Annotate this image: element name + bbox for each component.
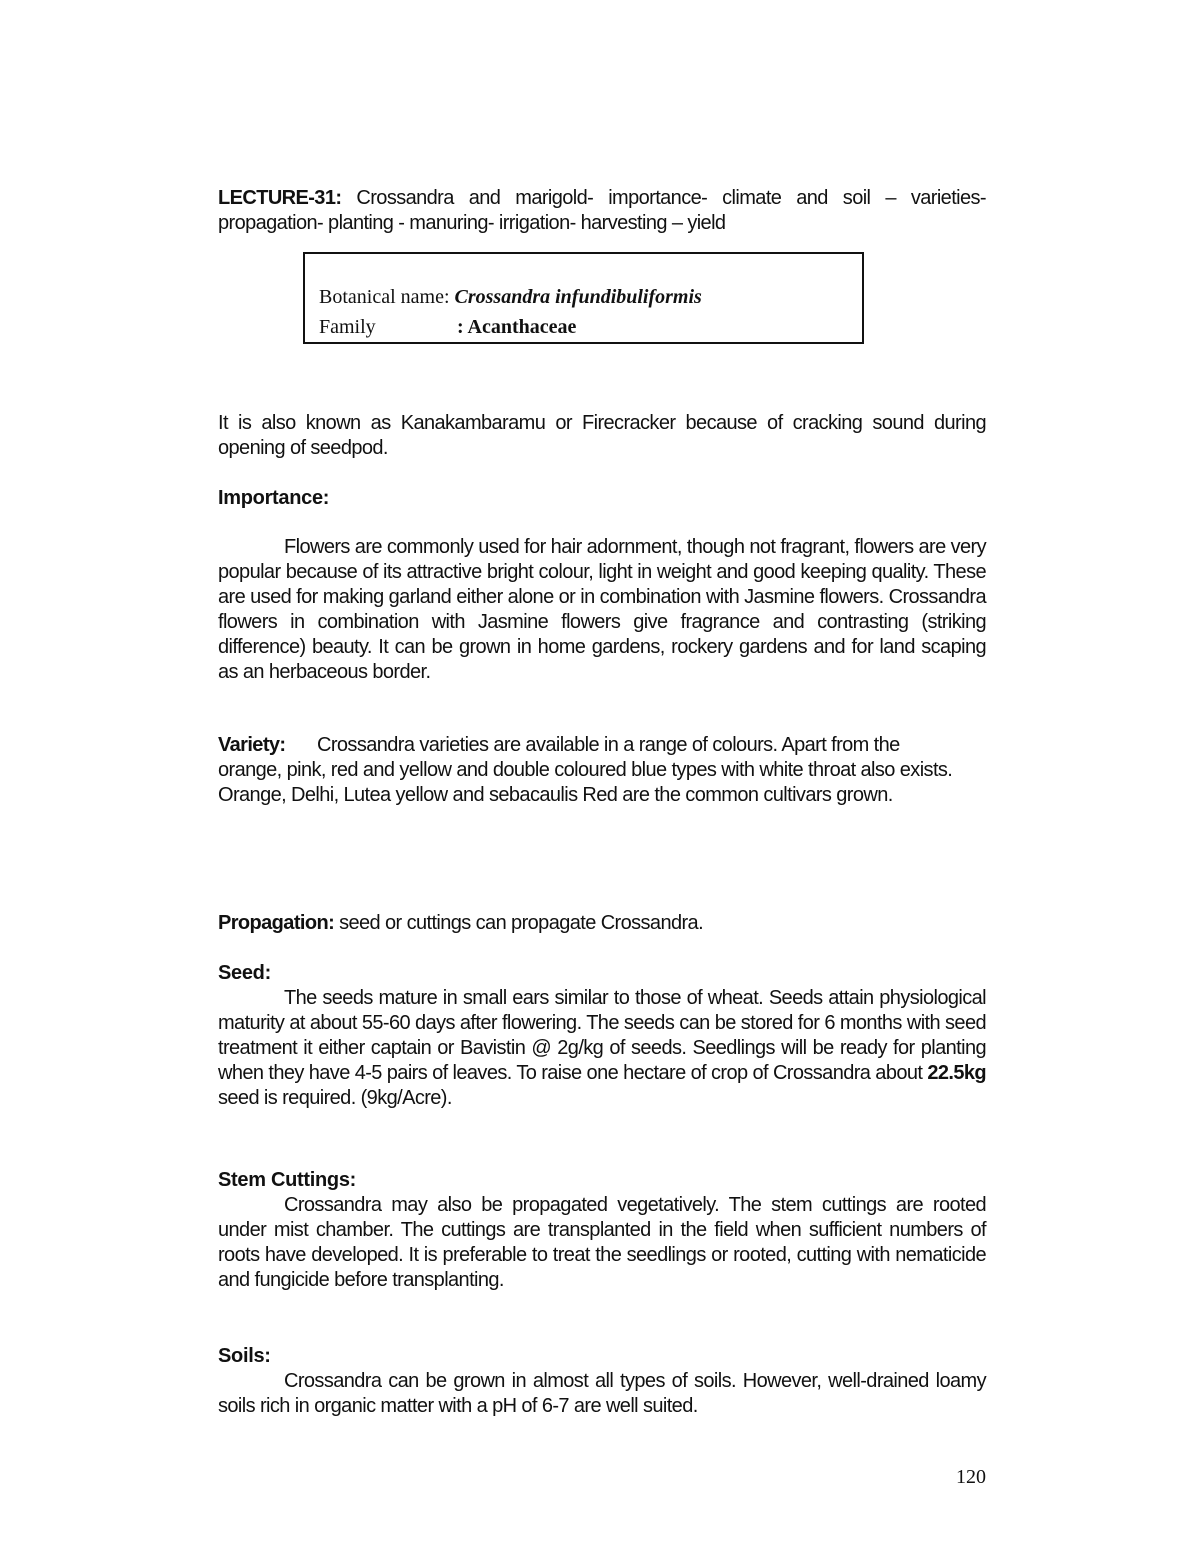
variety-line-2: orange, pink, red and yellow and double coloured blue types with white throat also exists. (218, 759, 953, 781)
botanical-name-label: Botanical name: (319, 286, 450, 308)
lecture-heading (218, 186, 986, 236)
importance-heading: Importance: (218, 487, 330, 509)
soils-heading: Soils: (218, 1345, 271, 1367)
botanical-name-row (319, 286, 702, 309)
seed-text-after: seed is required. (9kg/Acre). (218, 1087, 452, 1109)
soils-paragraph: Crossandra can be grown in almost all types of soils. However, well-drained loamy soils rich in organic matter with a pH of 6-7 are well suited. (218, 1370, 986, 1417)
variety-line-1 (218, 733, 986, 758)
lecture-label: LECTURE-31: (218, 187, 342, 209)
intro-paragraph: It is also known as Kanakambaramu or Firecracker because of cracking sound during opening of seedpod. (218, 412, 986, 459)
propagation-text: seed or cuttings can propagate Crossandra. (339, 912, 704, 934)
seed-text-before: The seeds mature in small ears similar to those of wheat. Seeds attain physiological maturity at about 55-60 days after flowering. The seeds can be stored for 6 months with seed treatment it either captain or Bavistin @ 2g/kg of seeds. Seedlings will be ready for planting when they have 4-5 pairs of leaves. To raise one hectare of crop of Crossandra about (218, 987, 986, 1084)
stem-cuttings-heading: Stem Cuttings: (218, 1169, 357, 1191)
family-row (319, 316, 576, 339)
seed-paragraph (218, 986, 986, 1111)
propagation-label: Propagation: (218, 912, 335, 934)
lecture-title: Crossandra and marigold- importance- climate and soil – varieties- propagation- planting - manuring- irrigation- harvesting – yield (218, 187, 986, 234)
family-label: Family (319, 316, 376, 338)
importance-paragraph: Flowers are commonly used for hair adornment, though not fragrant, flowers are very popular because of its attractive bright colour, light in weight and good keeping quality. These are used for making garland either alone or in combination with Jasmine flowers. Crossandra flowers in combination with Jasmine flowers give fragrance and contrasting (striking difference) beauty. It can be grown in home gardens, rockery gardens and for land scaping as an herbaceous border. (218, 536, 986, 683)
botanical-name-value: Crossandra infundibuliformis (454, 286, 702, 308)
seed-rate-value: 22.5kg (927, 1062, 986, 1084)
page-number: 120 (956, 1466, 986, 1488)
variety-label: Variety: (218, 734, 286, 756)
variety-section (218, 733, 986, 808)
variety-line-3: Orange, Delhi, Lutea yellow and sebacaulis Red are the common cultivars grown. (218, 784, 893, 806)
botanical-info-box (303, 252, 864, 344)
family-value: : Acanthaceae (457, 316, 577, 338)
propagation-line (218, 911, 986, 936)
stem-cuttings-paragraph: Crossandra may also be propagated vegetatively. The stem cuttings are rooted under mist chamber. The cuttings are transplanted in the field when sufficient numbers of roots have developed. It is preferable to treat the seedlings or rooted, cutting with nematicide and fungicide before transplanting. (218, 1194, 986, 1291)
variety-line-1-text: Crossandra varieties are available in a range of colours. Apart from the (317, 734, 900, 756)
seed-heading: Seed: (218, 962, 271, 984)
